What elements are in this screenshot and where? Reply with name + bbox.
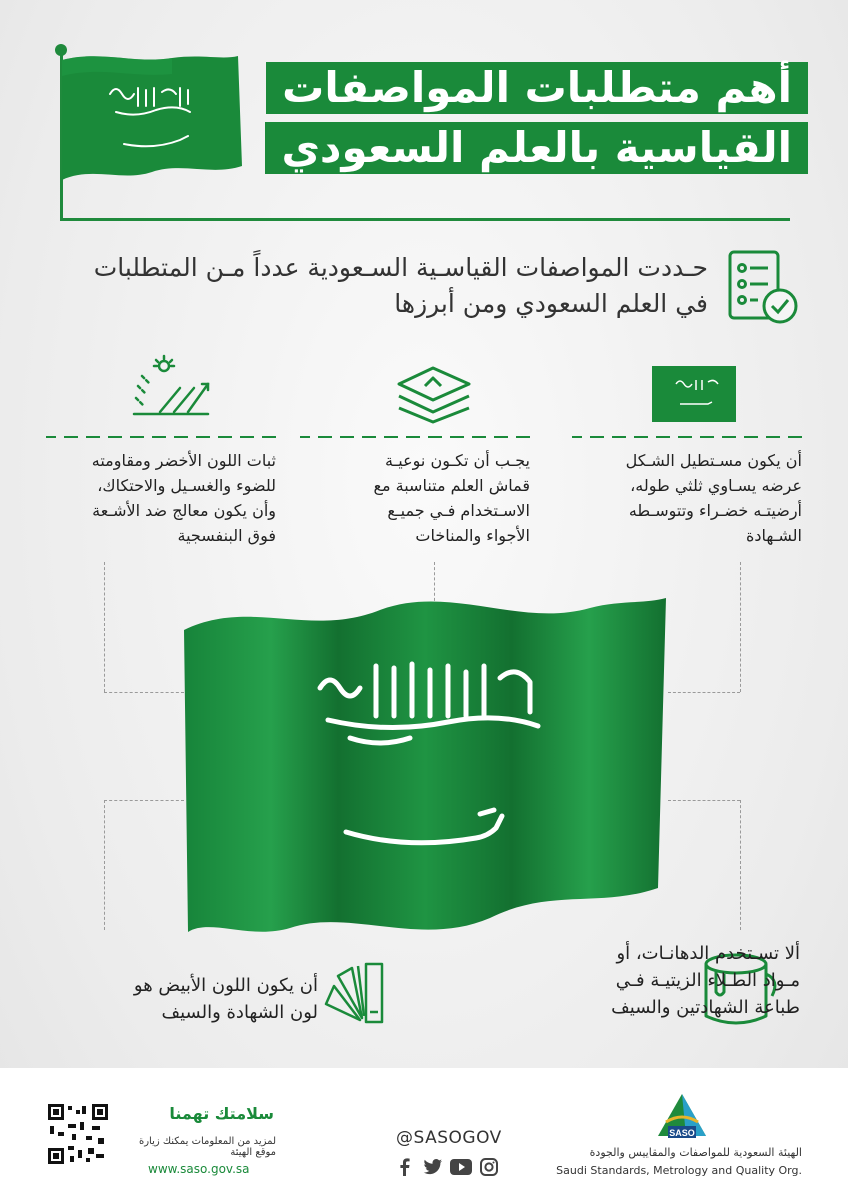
intro-line-2: في العلم السعودي ومن أبرزها [394, 289, 708, 318]
requirement-line: مـواد الطـلاء الزيتيـة فـي [615, 970, 800, 991]
slogan: سلامتك تهمنا [169, 1104, 274, 1123]
requirement-line: طباعة الشهادتين والسيف [611, 997, 800, 1018]
org-name-arabic: الهيئة السعودية للمواصفات والمقاييس والجودة [589, 1146, 802, 1159]
requirement-paints [500, 940, 800, 1021]
connector-line [104, 562, 105, 692]
connector-line [740, 800, 741, 930]
requirement-line: للضوء والغسـيل والاحتكاك، [97, 476, 276, 495]
header-flag-icon [62, 54, 242, 186]
saudi-flag-image [180, 588, 670, 938]
requirement-line: الاسـتخدام فـي جميـع [387, 501, 530, 520]
qr-code[interactable] [48, 1104, 108, 1164]
requirement-divider [300, 436, 530, 438]
requirement-line: عرضه يسـاوي ثلثي طوله، [630, 476, 802, 495]
instagram-icon[interactable] [478, 1156, 500, 1178]
uv-resistance-icon [130, 354, 212, 420]
connector-line [740, 562, 741, 692]
connector-line [104, 692, 184, 693]
title-line-2: القياسية بالعلم السعودي [265, 122, 808, 174]
twitter-icon[interactable] [422, 1156, 444, 1178]
website-link[interactable]: www.saso.gov.sa [148, 1162, 250, 1176]
requirement-line: قماش العلم متناسبة مع [373, 476, 530, 495]
requirement-divider [572, 436, 802, 438]
requirement-line: أرضيتـه خضـراء وتتوسـطه [628, 501, 802, 520]
fabric-layers-icon [395, 362, 473, 424]
requirement-line: وأن يكون معالج ضد الأشـعة [92, 501, 276, 520]
header-underline [60, 218, 790, 221]
intro-line-1: حـددت المواصفات القياسـية السـعودية عدداً مـن المتطلبات [93, 253, 708, 282]
requirement-line: الشـهادة [745, 526, 802, 545]
connector-line [668, 692, 740, 693]
social-icons [394, 1156, 514, 1180]
saso-logo [656, 1092, 708, 1140]
requirement-line: أن يكون مسـتطيل الشـكل [625, 451, 802, 470]
connector-line [104, 800, 184, 801]
facebook-icon[interactable] [394, 1156, 416, 1178]
title-line-1: أهم متطلبات المواصفات [266, 62, 808, 114]
requirement-white [88, 972, 318, 1026]
visit-note: لمزيد من المعلومات يمكنك زيارة موقع الهيئة [138, 1136, 276, 1158]
requirement-shape [572, 436, 802, 548]
logo-text: SASO [669, 1128, 695, 1138]
requirement-line: فوق البنفسجية [177, 526, 276, 545]
intro-text [58, 250, 708, 322]
requirement-line: لون الشهادة والسيف [161, 1002, 318, 1023]
requirement-fabric [300, 436, 530, 548]
youtube-icon[interactable] [450, 1156, 472, 1178]
requirement-line: يجـب أن تكـون نوعيـة [385, 451, 530, 470]
requirement-line: ثبات اللون الأخضر ومقاومته [91, 451, 276, 470]
checklist-icon [724, 248, 802, 328]
color-swatch-icon [318, 960, 388, 1026]
requirement-line: أن يكون اللون الأبيض هو [133, 975, 318, 996]
connector-line [668, 800, 740, 801]
small-flag-icon [652, 366, 736, 422]
requirement-line: ألا تسـتخدم الدهانـات، أو [616, 943, 800, 964]
requirement-divider [46, 436, 276, 438]
connector-line [104, 800, 105, 930]
requirement-color [46, 436, 276, 548]
requirement-line: الأجواء والمناخات [415, 526, 530, 545]
social-handle[interactable]: @SASOGOV [396, 1128, 502, 1148]
org-name-english: Saudi Standards, Metrology and Quality Org. [556, 1164, 802, 1177]
